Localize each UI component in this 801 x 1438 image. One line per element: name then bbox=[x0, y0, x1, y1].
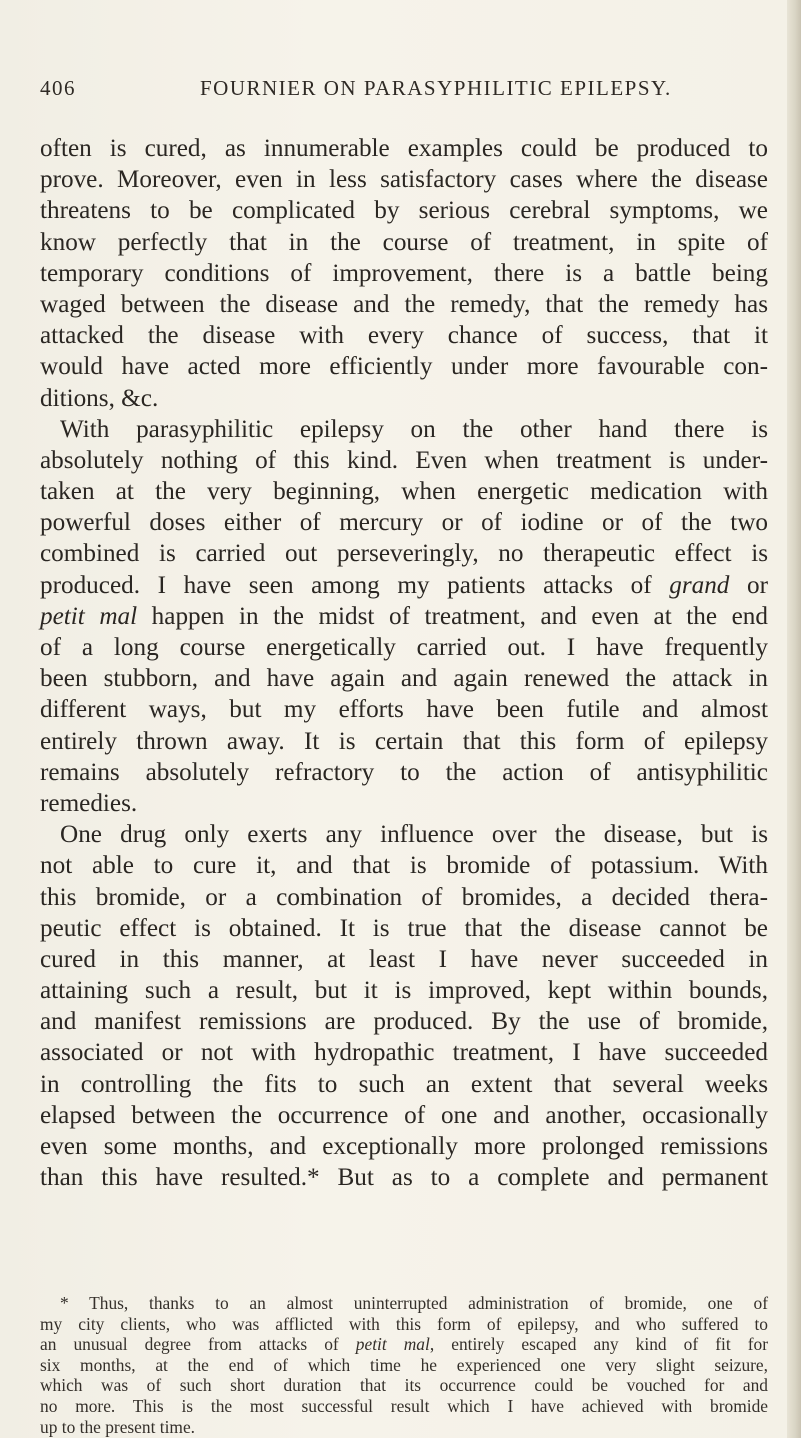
page-number: 406 bbox=[40, 76, 76, 100]
body-line: cured in this manner, at least I have never succeeded in bbox=[40, 945, 768, 973]
footnote-line: which was of such short duration that its occurrence could be vouched for and bbox=[40, 1375, 768, 1396]
body-line: peutic effect is obtained. It is true that the disease cannot be bbox=[40, 914, 768, 942]
body-line: of a long course energetically carried out. I have frequently bbox=[40, 634, 768, 661]
body-line: ditions, &c. bbox=[40, 384, 159, 412]
body-line: and manifest remissions are produced. By the use of bromide, bbox=[40, 1008, 768, 1036]
footnote-line: my city clients, who was afflicted with this form of epilepsy, and who suffered to bbox=[40, 1313, 768, 1334]
body-line: remains absolutely refractory to the action of antisyphilitic bbox=[40, 758, 768, 786]
italic-term: petit mal bbox=[355, 1334, 430, 1355]
body-line: taken at the very beginning, when energetic medication with bbox=[40, 478, 768, 506]
body-line: elapsed between the occurrence of one and another, occasionally bbox=[40, 1101, 768, 1129]
body-line: threatens to be complicated by serious cerebral symptoms, we bbox=[40, 197, 768, 225]
footnote-line: * Thus, thanks to an almost uninterrupted administration of bromide, one of bbox=[60, 1293, 768, 1313]
line-text: an unusual degree from attacks of bbox=[40, 1334, 356, 1355]
body-line: often is cured, as innumerable examples could be produced to bbox=[40, 135, 768, 162]
footnote-line: no more. This is the most successful result which I have achieved with bromide bbox=[40, 1395, 768, 1416]
body-line: One drug only exerts any influence over the disease, but is bbox=[60, 821, 768, 849]
italic-term: petit mal bbox=[40, 602, 138, 630]
body-line: entirely thrown away. It is certain that this form of epilepsy bbox=[40, 727, 768, 755]
body-line: temporary conditions of improvement, there is a battle being bbox=[40, 259, 768, 287]
body-line: associated or not with hydropathic treatment, I have succeeded bbox=[40, 1039, 768, 1067]
body-line: even some months, and exceptionally more prolonged remissions bbox=[40, 1133, 768, 1160]
body-line: not able to cure it, and that is bromide of potassium. With bbox=[40, 852, 768, 880]
body-line: different ways, but my efforts have been futile and almost bbox=[40, 696, 768, 724]
body-line: know perfectly that in the course of treatment, in spite of bbox=[40, 228, 768, 256]
line-text: happen in the midst of treatment, and even at the end bbox=[137, 602, 768, 630]
body-line: attacked the disease with every chance of success, that it bbox=[40, 322, 768, 350]
running-header bbox=[40, 76, 760, 106]
body-line: combined is carried out perseveringly, no therapeutic effect is bbox=[40, 540, 768, 568]
body-line bbox=[40, 601, 768, 632]
body-line: been stubborn, and have again and again renewed the attack in bbox=[40, 665, 768, 693]
italic-term: grand bbox=[669, 571, 730, 599]
body-line: in controlling the fits to such an extent that several weeks bbox=[40, 1070, 768, 1098]
footnote-line: up to the present time. bbox=[40, 1416, 196, 1437]
page-edge bbox=[787, 0, 801, 1438]
body-line: attaining such a result, but it is improved, kept within bounds, bbox=[40, 977, 768, 1005]
body-line: prove. Moreover, even in less satisfactory cases where the disease bbox=[40, 166, 768, 194]
body-line: than this have resulted.* But as to a complete and permanent bbox=[40, 1164, 768, 1192]
line-text: or bbox=[729, 571, 769, 599]
body-line: this bromide, or a combination of bromides, a decided thera- bbox=[40, 883, 768, 911]
body-line: remedies. bbox=[40, 789, 138, 817]
running-title: FOURNIER ON PARASYPHILITIC EPILEPSY. bbox=[200, 76, 672, 100]
body-line: waged between the disease and the remedy, that the remedy has bbox=[40, 290, 768, 318]
body-line: With parasyphilitic epilepsy on the other hand there is bbox=[60, 415, 768, 443]
footnote-line bbox=[40, 1334, 768, 1355]
line-text: produced. I have seen among my patients attacks of bbox=[40, 571, 670, 599]
line-text: , entirely escaped any kind of fit for bbox=[429, 1334, 768, 1355]
footnote-line: six months, at the end of which time he experienced one very slight seizure, bbox=[40, 1354, 768, 1375]
body-text bbox=[40, 133, 768, 1193]
body-line: absolutely nothing of this kind. Even when treatment is under- bbox=[40, 446, 768, 474]
body-line: would have acted more efficiently under more favourable con- bbox=[40, 353, 768, 381]
body-line bbox=[40, 570, 768, 601]
body-line: powerful doses either of mercury or of iodine or of the two bbox=[40, 509, 768, 537]
footnote bbox=[40, 1293, 768, 1437]
